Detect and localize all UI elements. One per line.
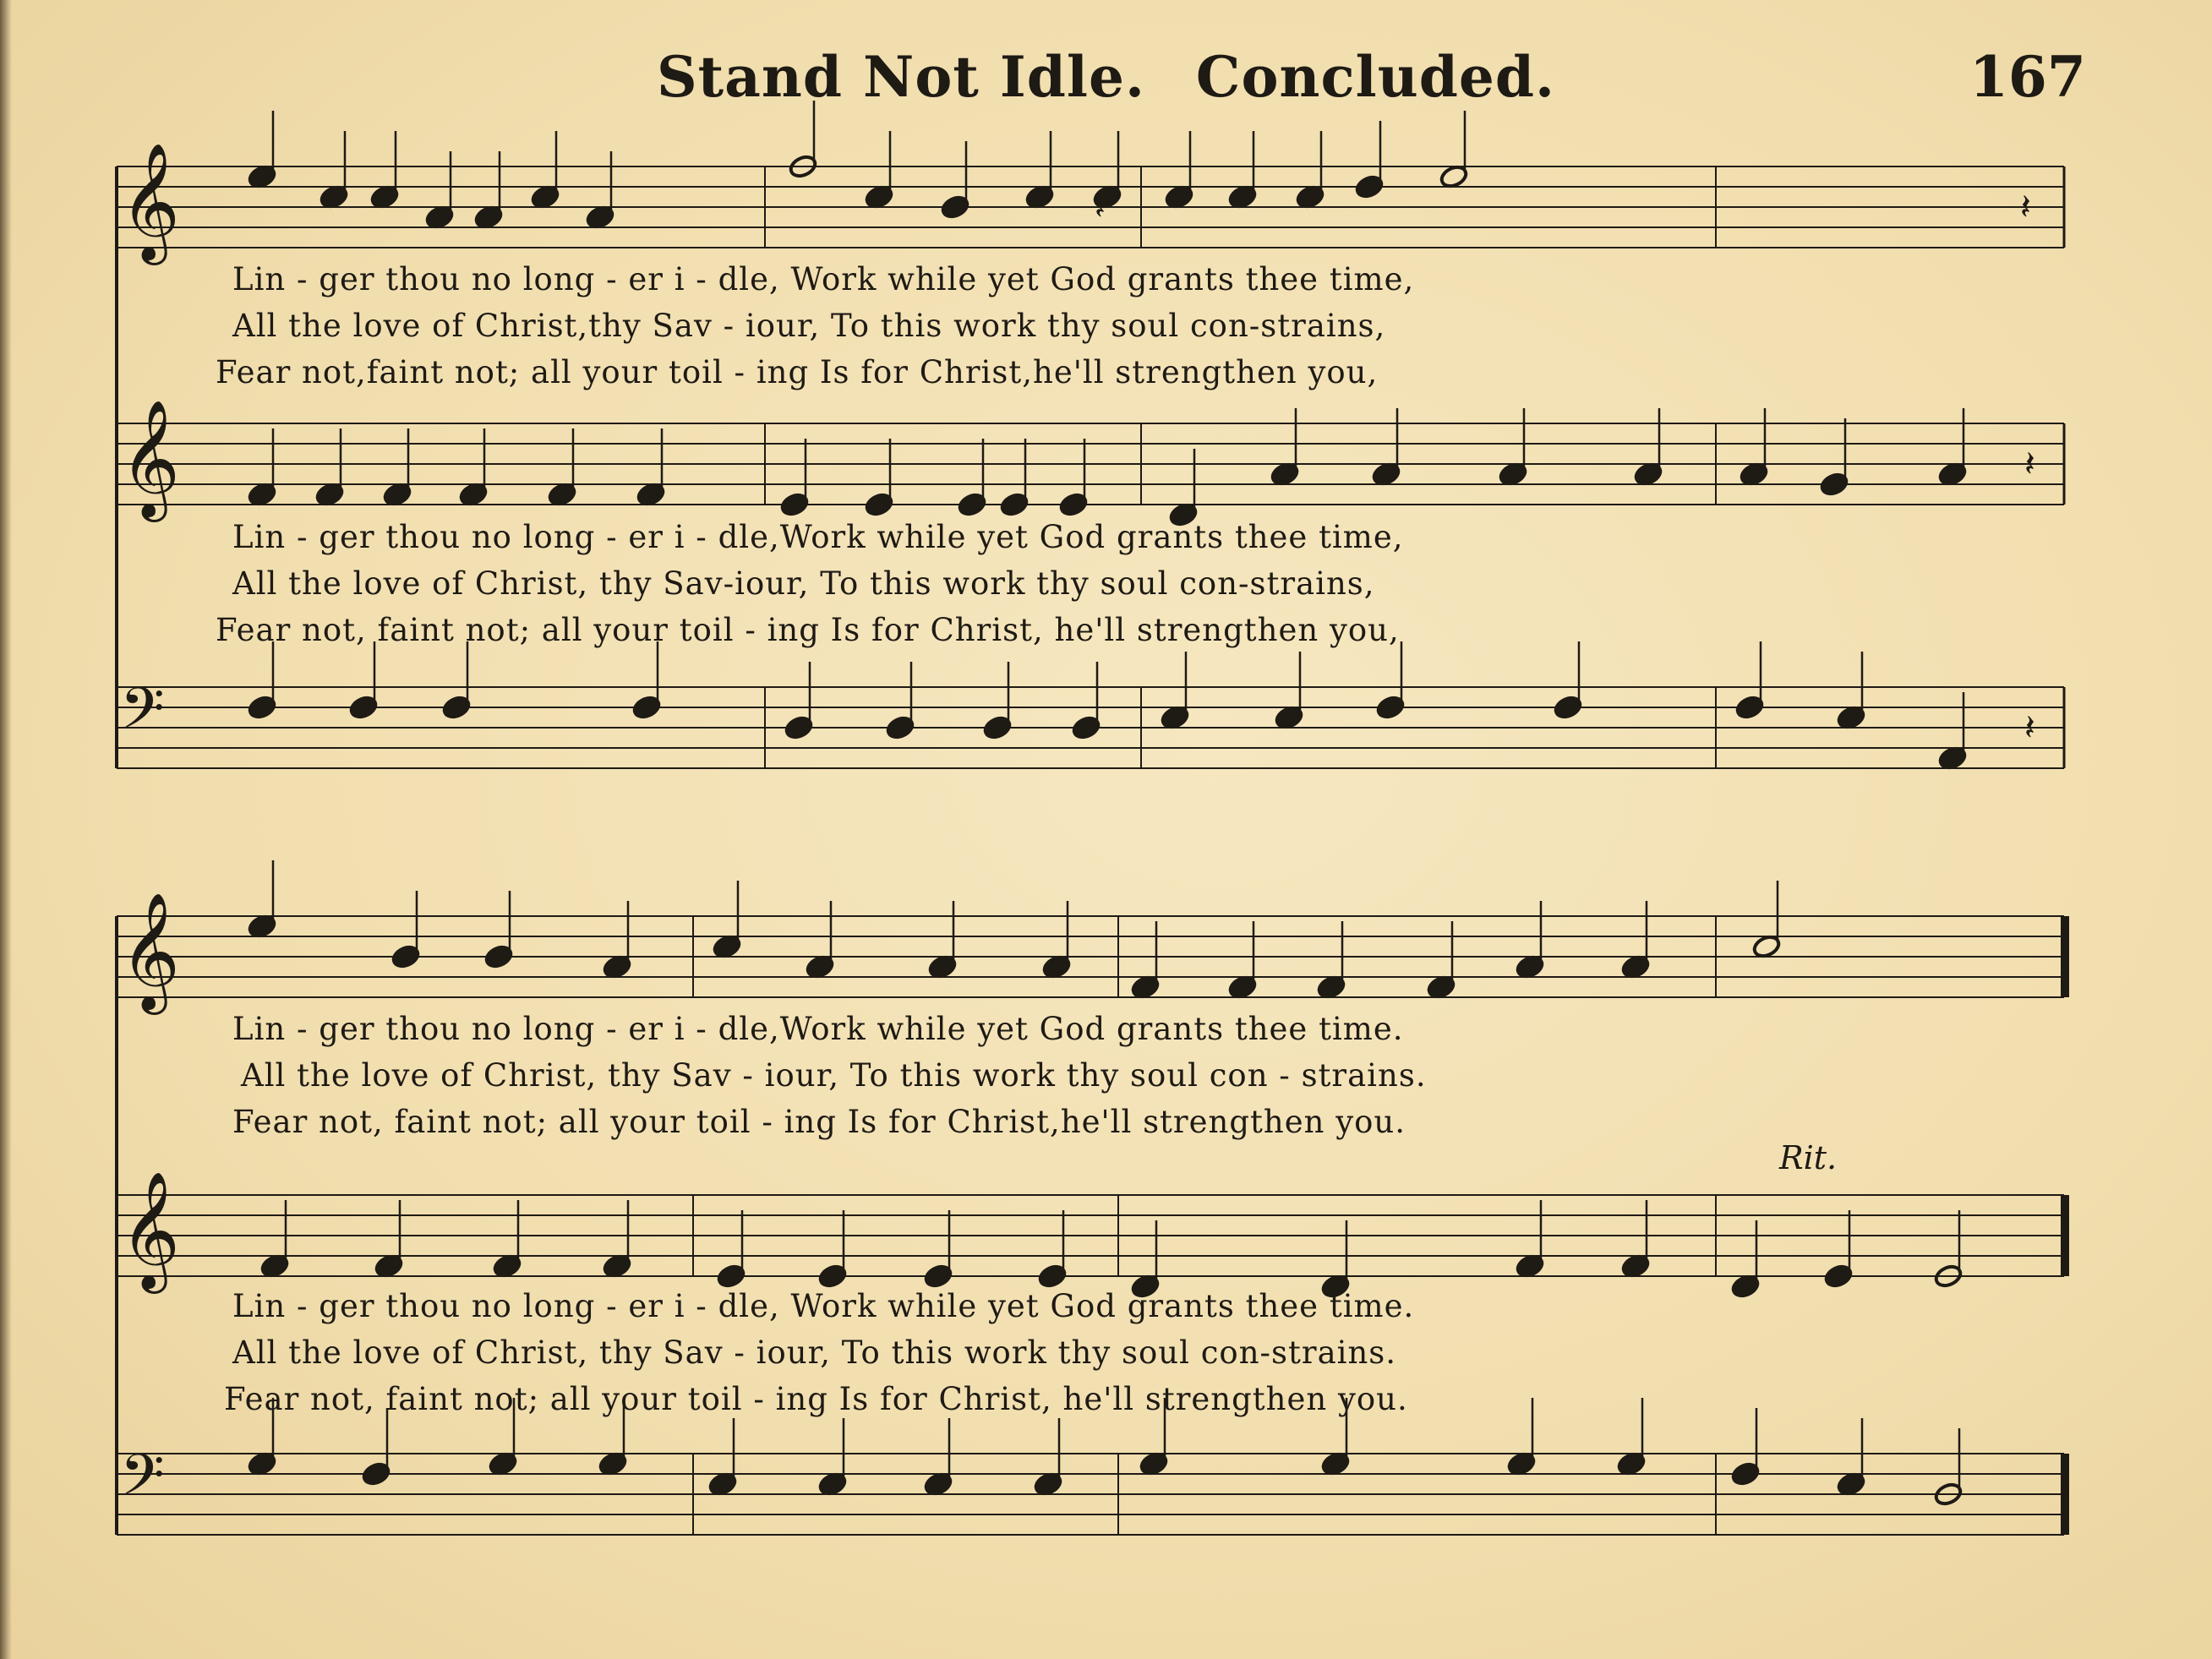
lyric-s1-upper-verse-1: Lin - ger thou no long - er i - dle, Work while yet God grants thee time, (232, 261, 1415, 297)
lyric-s2-upper-verse-3: Fear not, faint not; all your toil - ing Is for Christ,he'll strengthen you. (232, 1104, 1406, 1140)
rest-icon: 𝄽 (2020, 186, 2031, 227)
lyric-s1-lower-verse-3: Fear not, faint not; all your toil - ing Is for Christ, he'll strengthen you, (216, 612, 1400, 648)
lyric-s2-lower-verse-1: Lin - ger thou no long - er i - dle, Work while yet God grants thee time. (232, 1288, 1415, 1324)
treble-clef-icon: 𝄞 (120, 400, 180, 517)
lyric-s2-lower-verse-2: All the love of Christ, thy Sav - iour, To this work thy soul con-strains. (232, 1334, 1397, 1371)
bass-clef-icon: 𝄢 (120, 676, 165, 756)
page-number: 167 (1969, 44, 2086, 110)
bass-clef-icon: 𝄢 (120, 1443, 165, 1523)
lyric-s2-upper-verse-2: All the love of Christ, thy Sav - iour, To this work thy soul con - strains. (241, 1057, 1427, 1094)
lyric-s1-upper-verse-3: Fear not,faint not; all your toil - ing Is for Christ,he'll strengthen you, (216, 354, 1379, 390)
lyric-s2-lower-verse-3: Fear not, faint not; all your toil - ing Is for Christ, he'll strengthen you. (224, 1381, 1408, 1417)
lyric-s1-lower-verse-1: Lin - ger thou no long - er i - dle,Work while yet God grants thee time, (232, 519, 1404, 555)
rest-icon: 𝄽 (2024, 707, 2035, 748)
clefs (120, 143, 180, 1523)
final-bar-line (2061, 1195, 2069, 1276)
final-bar-line (2061, 916, 2069, 997)
lyric-s1-lower-verse-2: All the love of Christ, thy Sav-iour, To this work thy soul con-strains, (232, 565, 1375, 602)
rest-icon: 𝄽 (2024, 443, 2035, 484)
lyric-s1-upper-verse-2: All the love of Christ,thy Sav - iour, To this work thy soul con-strains, (232, 308, 1386, 344)
treble-clef-icon: 𝄞 (120, 892, 180, 1010)
final-bar-line (2061, 1454, 2069, 1535)
title-sub: Concluded. (1195, 44, 1555, 110)
title-main: Stand Not Idle. (657, 44, 1145, 110)
treble-clef-icon: 𝄞 (120, 1171, 180, 1289)
lyric-s2-upper-verse-1: Lin - ger thou no long - er i - dle,Work while yet God grants thee time. (232, 1011, 1404, 1047)
ritardando-marking: Rit. (1779, 1139, 1838, 1176)
rest-icon: 𝄽 (1095, 186, 1106, 227)
treble-clef-icon: 𝄞 (120, 143, 180, 260)
